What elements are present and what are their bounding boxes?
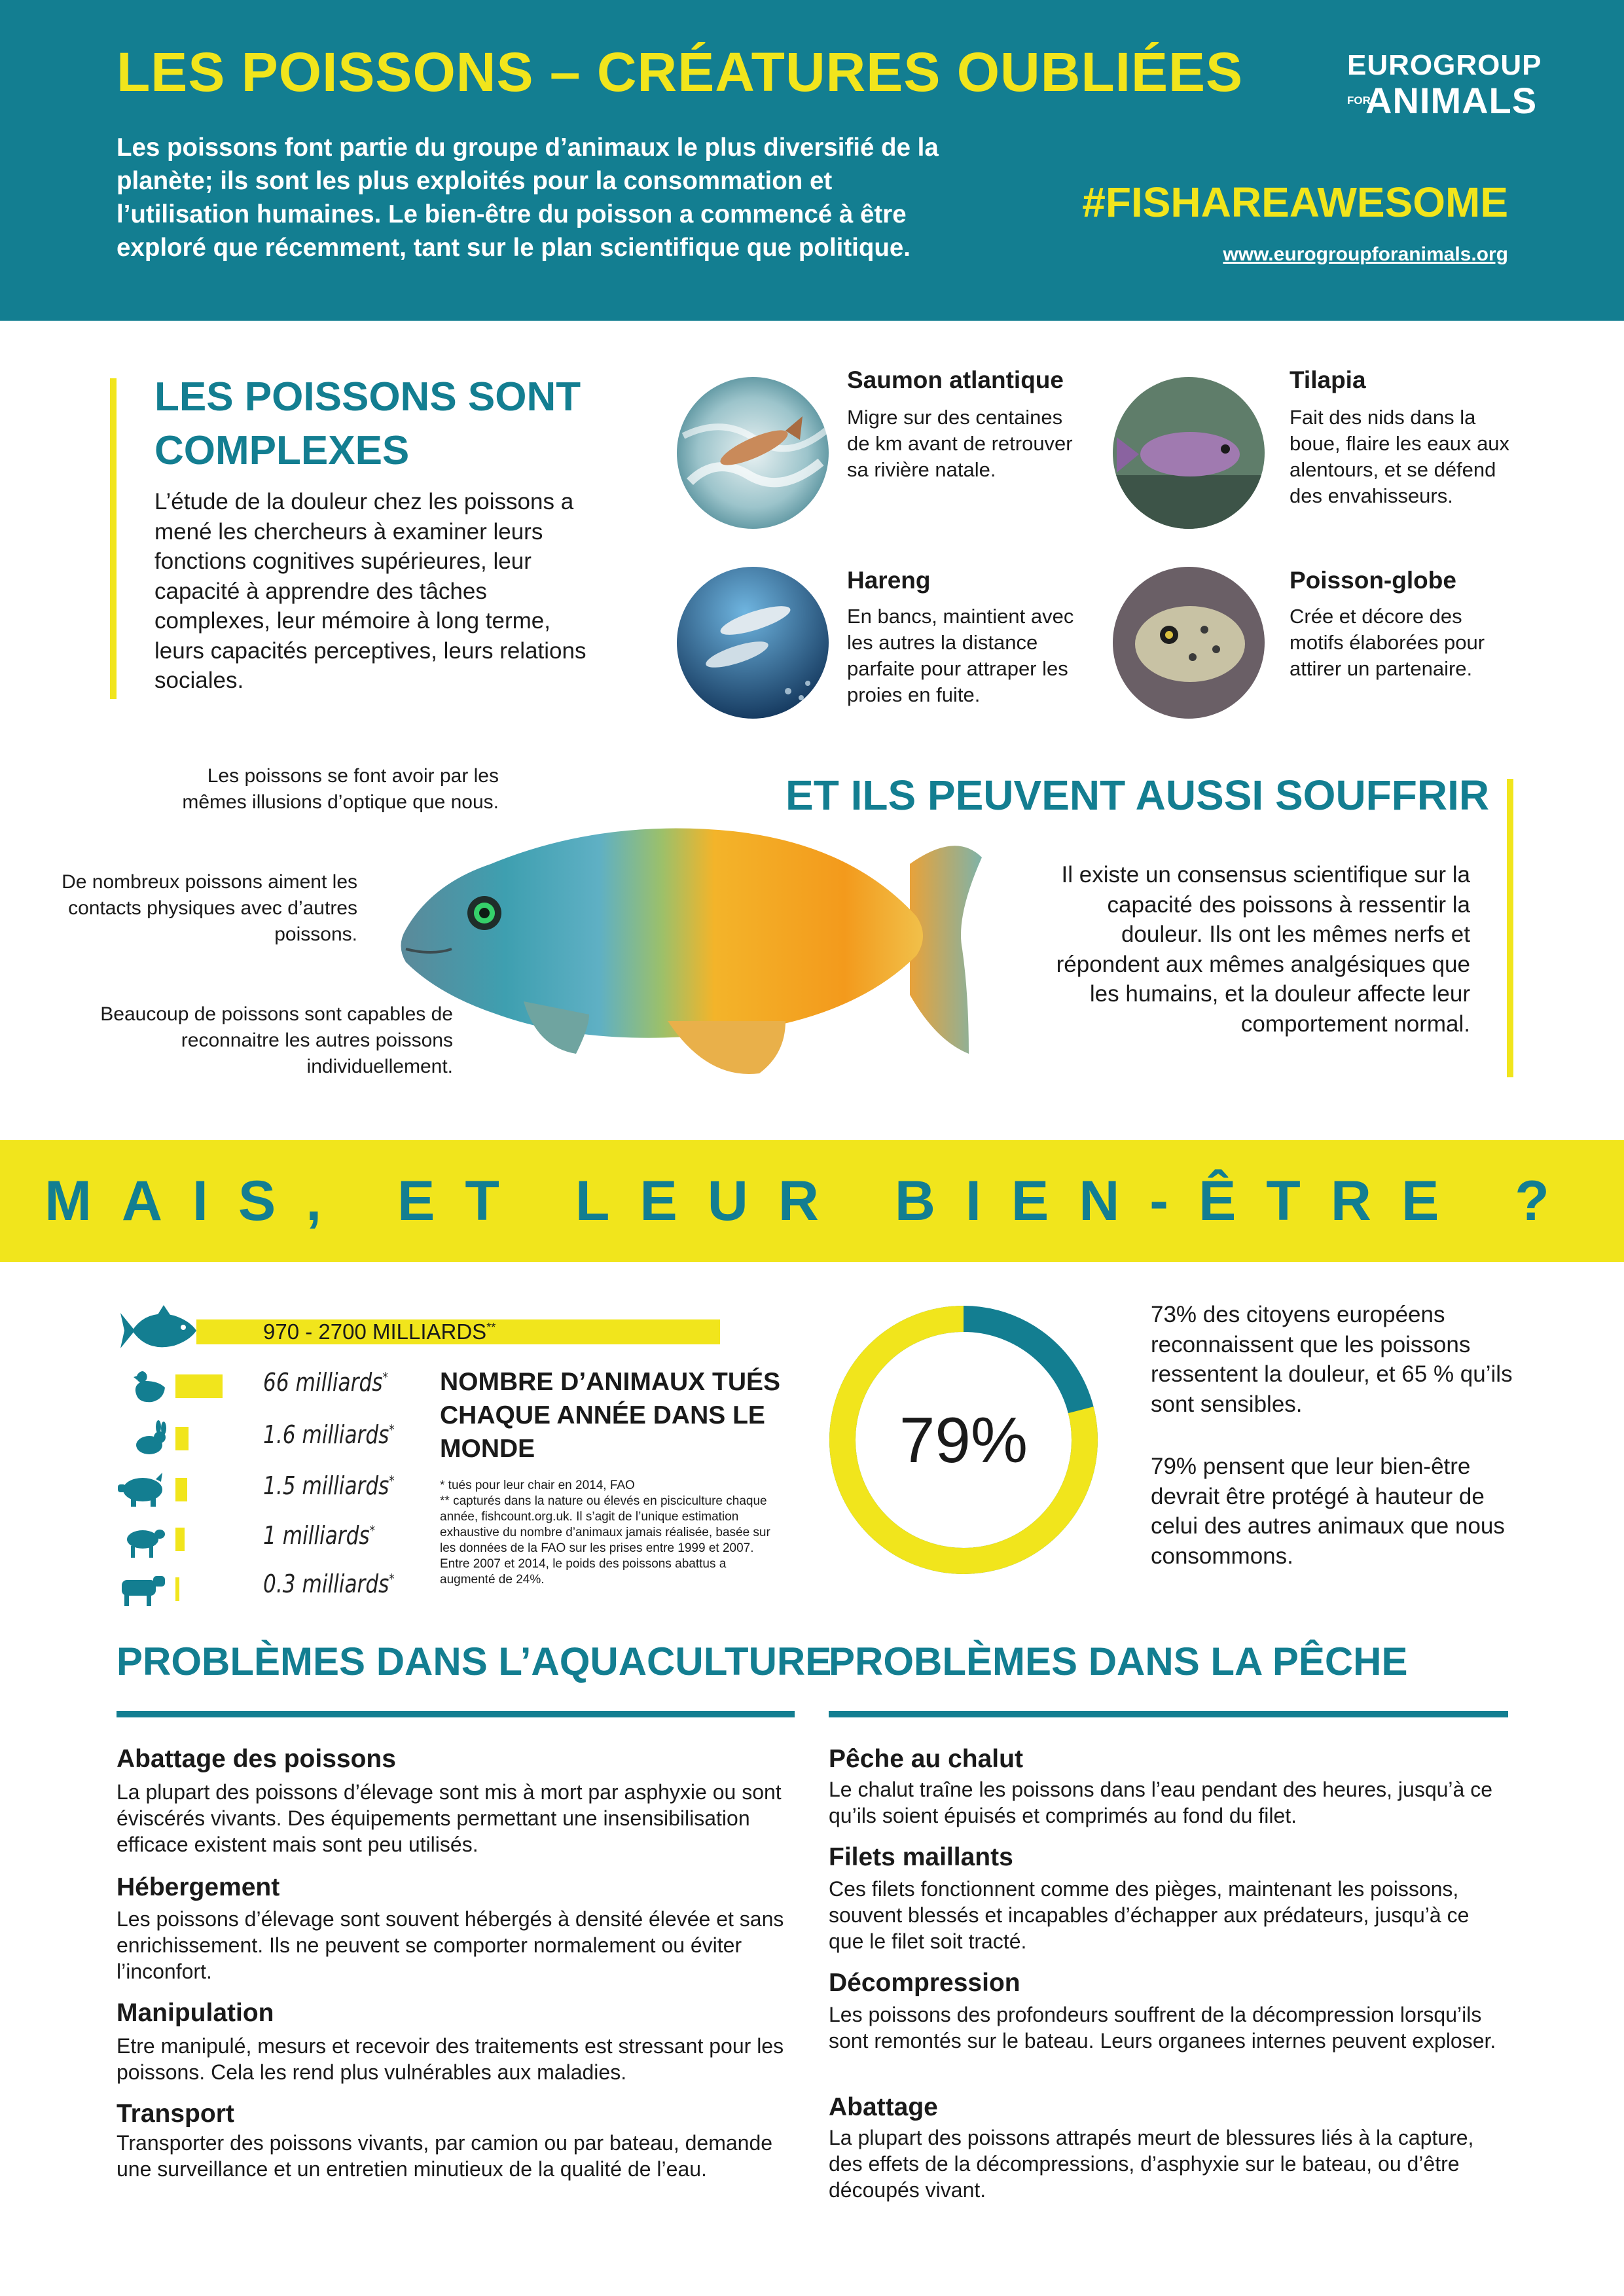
- stat-label-pig: [263, 1471, 395, 1500]
- aquaculture-item-title: Abattage des poissons: [117, 1745, 396, 1773]
- species-name-tilapia: Tilapia: [1290, 367, 1366, 393]
- stat-value-rabbit: 1.6 milliards: [263, 1420, 389, 1449]
- complex-text: L’étude de la douleur chez les poissons a mené les chercheurs à examiner leurs fonctions cognitives supérieures, leur capacité à apprendre des tâches complexes, leur mémoire à long terme, leurs capacités perceptives, leurs relations sociales.: [154, 489, 586, 693]
- fishing-item-title: Décompression: [829, 1969, 1020, 1997]
- fact-recognition: Beaucoup de poissons sont capables de reconnaitre les autres poissons individuellement.: [100, 1003, 453, 1077]
- fishing-heading: PROBLÈMES DANS LA PÊCHE: [829, 1640, 1408, 1683]
- welfare-heading: MAIS, ET LEUR BIEN-ÊTRE ?: [45, 1170, 1579, 1232]
- aquaculture-item-text: Transporter des poissons vivants, par camion ou par bateau, demande une surveillance et un entretien minutieux de la qualité de l’eau.: [117, 2131, 773, 2181]
- stat-bar-chicken: [175, 1374, 223, 1398]
- stat-label-sheep: [263, 1521, 375, 1550]
- suffer-heading: ET ILS PEUVENT AUSSI SOUFFRIR: [785, 772, 1490, 819]
- fishing-item-text: Le chalut traîne les poissons dans l’eau pendant des heures, jusqu’à ce qu’ils soient épuisés et comprimés au fond du filet.: [829, 1778, 1493, 1827]
- fishing-item-title: Abattage: [829, 2093, 938, 2121]
- stat-bar-rabbit: [175, 1427, 189, 1450]
- rabbit-icon: [128, 1420, 168, 1457]
- sheep-icon: [120, 1522, 166, 1559]
- website-link[interactable]: www.eurogroupforanimals.org: [1223, 243, 1508, 265]
- fishing-item-text: La plupart des poissons attrapés meurt de blessures liés à la capture, des effets de la décompressions, d’asphyxie sur le bateau, ou d’être découpés vivant.: [829, 2126, 1474, 2202]
- stat-bar-pig: [175, 1478, 187, 1501]
- logo-for: FOR: [1347, 94, 1371, 107]
- species-text-salmon: Migre sur des centaines de km avant de retrouver sa rivière natale.: [847, 406, 1073, 481]
- eu-survey-text-1: 73% des citoyens européens reconnaissent que les poissons ressentent la douleur, et 65 % qu’ils sont sensibles.: [1151, 1302, 1513, 1417]
- stat-value-pig: 1.5 milliards: [263, 1471, 389, 1500]
- stat-mark-pig: *: [389, 1473, 395, 1489]
- stat-value-cow: 0.3 milliards: [263, 1570, 389, 1598]
- stat-mark-cow: *: [389, 1571, 395, 1587]
- fishing-rule: [829, 1711, 1508, 1717]
- pig-icon: [115, 1471, 171, 1508]
- species-name-pufferfish: Poisson-globe: [1290, 567, 1456, 594]
- species-text-tilapia: Fait des nids dans la boue, flaire les eaux aux alentours, et se défend des envahisseurs.: [1290, 406, 1510, 507]
- donut-value: 79%: [899, 1404, 1028, 1476]
- chicken-icon: [128, 1368, 168, 1405]
- species-name-salmon: Saumon atlantique: [847, 367, 1064, 393]
- eurogroup-logo[interactable]: [1347, 50, 1542, 120]
- aquaculture-rule: [117, 1711, 795, 1717]
- fishing-item-title: Filets maillants: [829, 1843, 1013, 1871]
- stat-label-rabbit: [263, 1420, 395, 1449]
- accent-bar-left: [110, 378, 117, 699]
- fishing-item-text: Les poissons des profondeurs souffrent de la décompression lorsqu’ils sont remontés sur le bateau. Leurs organees internes peuvent exploser.: [829, 2003, 1496, 2053]
- fishing-item-text: Ces filets fonctionnent comme des pièges, maintenant les poissons, souvent blessés et incapables d’échapper aux prédateurs, jusqu’à ce que le filet soit tracté.: [829, 1877, 1470, 1953]
- salmon-photo: [677, 377, 829, 529]
- fact-optical-illusions: Les poissons se font avoir par les mêmes illusions d’optique que nous.: [182, 765, 499, 813]
- stats-footnote: [440, 1478, 780, 1588]
- stat-mark-chicken: *: [382, 1369, 388, 1386]
- killed-title: NOMBRE D’ANIMAUX TUÉS CHAQUE ANNÉE DANS LE MONDE: [440, 1368, 781, 1463]
- stat-label-fish: [263, 1319, 496, 1344]
- stat-value-fish: 970 - 2700 MILLIARDS: [263, 1319, 487, 1344]
- fish-icon: [120, 1301, 199, 1360]
- accent-bar-right: [1507, 779, 1513, 1077]
- logo-line-1: EUROGROUP: [1347, 49, 1542, 81]
- aquaculture-item-title: Transport: [117, 2100, 234, 2128]
- aquaculture-item-text: Etre manipulé, mesurs et recevoir des traitements est stressant pour les poissons. Cela les rend plus vulnérables aux maladies.: [117, 2034, 784, 2084]
- aquaculture-item-text: Les poissons d’élevage sont souvent hébergés à densité élevée et sans enrichissement. Ils ne peuvent se comporter normalement ou éviter l’inconfort.: [117, 1907, 784, 1983]
- hashtag: #FISHAREAWESOME: [1082, 179, 1508, 226]
- stat-mark-rabbit: *: [389, 1422, 395, 1438]
- suffer-text: Il existe un consensus scientifique sur la capacité des poissons à ressentir la douleur. Ils ont les mêmes nerfs et répondent aux mêmes analgésiques que les humains, et la douleur affecte leur comportement normal.: [1056, 862, 1470, 1037]
- complex-heading: LES POISSONS SONT COMPLEXES: [154, 374, 581, 473]
- aquaculture-heading: PROBLÈMES DANS L’AQUACULTURE: [117, 1640, 832, 1683]
- footnote-1: * tués pour leur chair en 2014, FAO: [440, 1479, 635, 1492]
- species-text-pufferfish: Crée et décore des motifs élaborées pour attirer un partenaire.: [1290, 605, 1485, 680]
- stat-mark-fish: **: [486, 1321, 496, 1334]
- fishing-item-title: Pêche au chalut: [829, 1745, 1023, 1773]
- fact-physical-contact: De nombreux poissons aiment les contacts physiques avec d’autres poissons.: [62, 871, 357, 945]
- aquaculture-item-title: Manipulation: [117, 1999, 274, 2027]
- pufferfish-photo: [1113, 567, 1265, 719]
- stat-mark-sheep: *: [369, 1522, 375, 1539]
- cow-icon: [118, 1571, 168, 1607]
- intro-text: Les poissons font partie du groupe d’animaux le plus diversifié de la planète; ils sont les plus exploités pour la consommation et l’utilisation humaines. Le bien-être du poisson a commencé à être exploré que récemment, tant sur le plan scientifique que politique.: [117, 134, 939, 262]
- stat-label-cow: [263, 1570, 395, 1598]
- stat-bar-sheep: [175, 1528, 185, 1551]
- species-name-herring: Hareng: [847, 567, 931, 594]
- stat-value-sheep: 1 milliards: [263, 1521, 370, 1550]
- stat-bar-cow: [175, 1577, 179, 1601]
- page-title: LES POISSONS – CRÉATURES OUBLIÉES: [117, 41, 1244, 103]
- aquaculture-item-title: Hébergement: [117, 1873, 280, 1901]
- logo-line-2: ANIMALS: [1365, 80, 1538, 121]
- footnote-2: ** capturés dans la nature ou élevés en pisciculture chaque année, fishcount.org.uk. Il s’agit de l’unique estimation exhaustive du nombre d’animaux jamais réalisée, basée sur les données de la FAO sur les prises entre 1999 et 2007. Entre 2007 et 2014, le poids des poissons abattus a augmenté de 24%.: [440, 1494, 770, 1587]
- eu-survey-text-2: 79% pensent que leur bien-être devrait être protégé à hauteur de celui des autres animaux que nous consommons.: [1151, 1454, 1505, 1569]
- tilapia-photo: [1113, 377, 1265, 529]
- species-text-herring: En bancs, maintient avec les autres la distance parfaite pour attraper les proies en fuite.: [847, 605, 1074, 706]
- rainbowfish-illustration: [393, 805, 995, 1080]
- stat-label-chicken: [263, 1368, 388, 1397]
- stat-value-chicken: 66 milliards: [263, 1368, 383, 1397]
- aquaculture-item-text: La plupart des poissons d’élevage sont mis à mort par asphyxie ou sont éviscérés vivants. Des équipements permettant une insensibilisation efficace existent mais sont peu utilisés.: [117, 1780, 782, 1856]
- herring-photo: [677, 567, 829, 719]
